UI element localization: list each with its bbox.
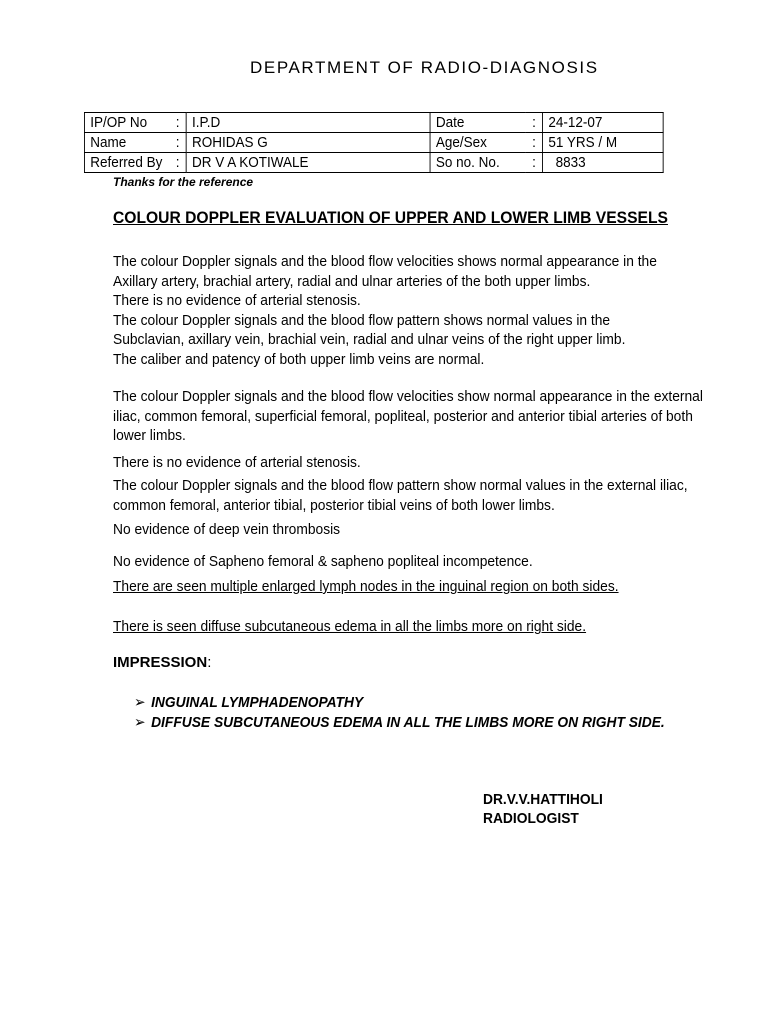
name-value: ROHIDAS G [186,133,430,153]
ipop-value: I.P.D [186,113,430,133]
agesex-value: 51 YRS / M [543,133,664,153]
date-sep: : [526,113,543,133]
name-sep: : [170,133,187,153]
date-value: 24-12-07 [543,113,664,133]
lower-limb-stenosis: There is no evidence of arterial stenosis. [113,454,361,471]
impression-heading [113,654,211,671]
radiologist-title: RADIOLOGIST [483,810,579,827]
impression-item [134,693,363,711]
impression-label: IMPRESSION [113,654,208,671]
report-title: COLOUR DOPPLER EVALUATION OF UPPER AND LOWER LIMB VESSELS [113,208,668,227]
upper-limb-line: Subclavian, axillary vein, brachial vein, radial and ulnar veins of the right upper limb. [113,331,626,348]
thanks-note: Thanks for the reference [113,175,254,189]
upper-limb-line: The colour Doppler signals and the blood flow pattern shows normal values in the [113,311,611,329]
arrow-bullet-icon: ➢ [134,694,146,711]
radiologist-name: DR.V.V.HATTIHOLI [483,791,603,808]
referred-sep: : [170,153,187,173]
name-label: Name [84,133,169,153]
lower-limb-veins [113,476,688,515]
impression-item-text: INGUINAL LYMPHADENOPATHY [151,694,364,711]
impression-item [134,713,665,731]
sono-sep: : [526,153,543,173]
ipop-sep: : [170,113,187,133]
table-row [84,153,663,173]
sono-label: So no. No. [430,153,526,173]
impression-item-text: DIFFUSE SUBCUTANEOUS EDEMA IN ALL THE LIMBS MORE ON RIGHT SIDE. [151,714,665,731]
agesex-sep: : [526,133,543,153]
upper-limb-line: There is no evidence of arterial stenosis. [113,292,361,309]
table-row [84,133,663,153]
edema-finding: There is seen diffuse subcutaneous edema in all the limbs more on right side. [113,618,587,635]
upper-limb-findings [113,252,657,369]
referred-label: Referred By [84,153,169,173]
lower-limb-line: iliac, common femoral, superficial femoral, popliteal, posterior and anterior tibial arteries of both [113,407,693,425]
department-title: DEPARTMENT OF RADIO-DIAGNOSIS [250,58,599,77]
referred-value: DR V A KOTIWALE [186,153,430,173]
sapheno-finding: No evidence of Sapheno femoral & sapheno popliteal incompetence. [113,553,533,570]
upper-limb-line: Axillary artery, brachial artery, radial and ulnar arteries of the both upper limbs. [113,272,591,290]
table-row [84,113,663,133]
lower-limb-line: common femoral, anterior tibial, posterior tibial veins of both lower limbs. [113,496,555,514]
upper-limb-line: The caliber and patency of both upper limb veins are normal. [113,350,485,368]
arrow-bullet-icon: ➢ [134,714,146,731]
ipop-label: IP/OP No [84,113,169,133]
dvt-finding: No evidence of deep vein thrombosis [113,521,341,538]
lower-limb-line: The colour Doppler signals and the blood flow velocities show normal appearance in the external [113,388,703,405]
date-label: Date [430,113,526,133]
agesex-label: Age/Sex [430,133,526,153]
upper-limb-line: The colour Doppler signals and the blood flow velocities shows normal appearance in the [113,253,657,270]
lower-limb-arteries [113,387,703,446]
lymph-node-finding: There are seen multiple enlarged lymph nodes in the inguinal region on both sides. [113,578,619,595]
sono-value: 8833 [543,153,664,173]
lower-limb-line: lower limbs. [113,427,186,444]
impression-colon: : [207,654,212,671]
patient-info-table [84,112,664,173]
lower-limb-line: The colour Doppler signals and the blood flow pattern show normal values in the external iliac, [113,477,688,494]
